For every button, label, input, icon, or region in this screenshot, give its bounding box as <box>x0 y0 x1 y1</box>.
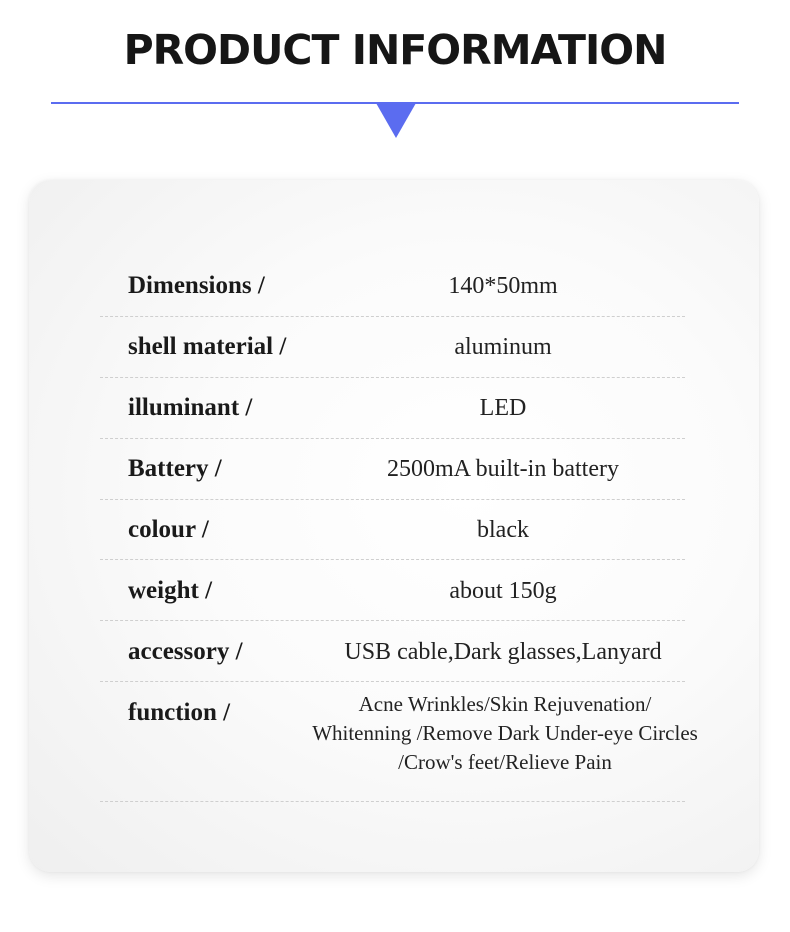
spec-row-illuminant <box>100 378 685 439</box>
spec-value: USB cable,Dark glasses,Lanyard <box>344 639 662 665</box>
spec-value: black <box>477 517 529 543</box>
spec-value: LED <box>479 395 527 421</box>
down-arrow-icon <box>376 103 416 138</box>
spec-label: illuminant / <box>128 394 253 421</box>
spec-label: Battery / <box>128 455 222 482</box>
spec-value <box>275 690 735 777</box>
spec-label: Dimensions / <box>128 272 265 299</box>
spec-value: 2500mA built-in battery <box>387 456 619 482</box>
spec-row-battery <box>100 439 685 500</box>
spec-label: shell material / <box>128 333 287 360</box>
function-line: Whitenning /Remove Dark Under-eye Circles <box>312 721 698 745</box>
spec-row-dimensions <box>100 258 685 317</box>
page-title: PRODUCT INFORMATION <box>123 26 667 74</box>
spec-row-weight <box>100 560 685 621</box>
spec-label: colour / <box>128 516 209 543</box>
spec-row-colour <box>100 500 685 560</box>
spec-label: weight / <box>128 577 213 604</box>
spec-row-shell-material <box>100 317 685 378</box>
spec-label: function / <box>128 699 231 726</box>
spec-card <box>29 180 759 872</box>
function-line: /Crow's feet/Relieve Pain <box>398 750 612 774</box>
function-line: Acne Wrinkles/Skin Rejuvenation/ <box>358 692 652 716</box>
spec-value: aluminum <box>454 334 552 360</box>
spec-label: accessory / <box>128 638 243 665</box>
spec-row-function <box>100 682 698 802</box>
spec-value: about 150g <box>449 578 557 604</box>
spec-value: 140*50mm <box>448 273 558 299</box>
spec-row-accessory <box>100 621 685 682</box>
